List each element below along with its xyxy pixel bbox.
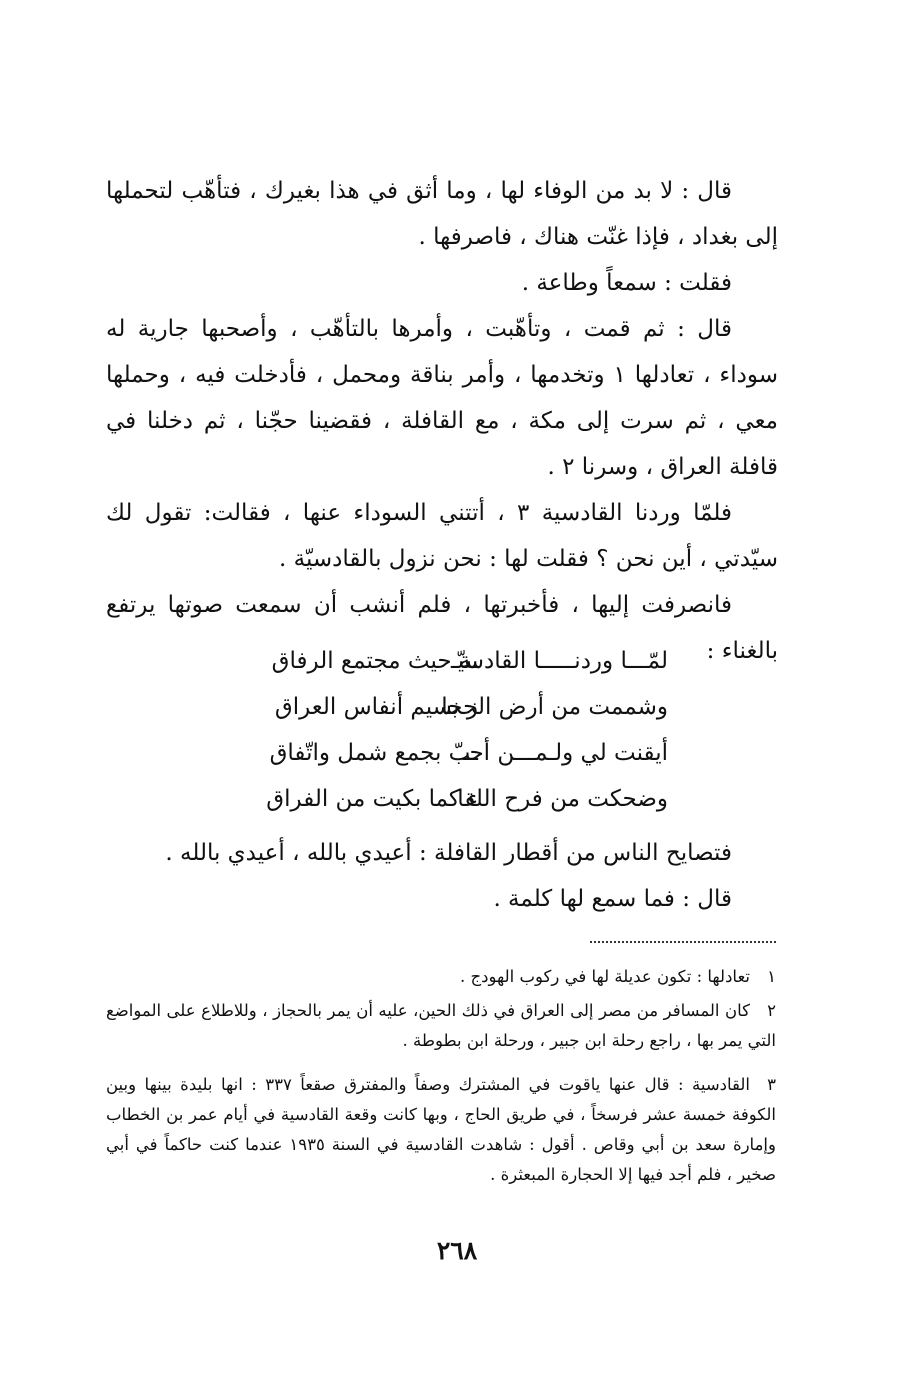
verse-3-second-hemistich: ـبّ بجمع شمل واتّفاق	[269, 740, 478, 766]
paragraph-4: فلمّا وردنا القادسية ٣ ، أتتني السوداء عنها ، فقالت: تقول لك سيّدتي ، أين نحن ؟ فقلت لها : نحن نزول بالقادسيّة .	[106, 500, 778, 572]
footnote-3-number: ٣	[767, 1075, 777, 1094]
paragraph-7: قال : فما سمع لها كلمة .	[493, 886, 732, 912]
footnote-3	[106, 1070, 776, 1190]
paragraph-5: فانصرفت إليها ، فأخبرتها ، فلم أنشب أن سمعت صوتها يرتفع بالغناء :	[106, 592, 778, 664]
paragraph-6: فتصايح الناس من أقطار القافلة : أعيدي بالله ، أعيدي بالله .	[165, 840, 732, 866]
paragraph-2: فقلت : سمعاً وطاعة .	[521, 270, 732, 296]
verse-3-first-hemistich: أيقنت لي ولـمـــن أحـ	[462, 740, 668, 766]
verse-1-first-hemistich: لمّـــا وردنـــــا القادسيّـ	[451, 648, 668, 674]
paragraph-3: قال : ثم قمت ، وتأهّبت ، وأمرها بالتأهّب ، وأصحبها جارية له سوداء ، تعادلها ١ وتخدمها ، وأمر بناقة ومحمل ، فأدخلت فيه ، وحملها معي ، ثم سرت إلى مكة ، مع القافلة ، فقضينا حجّنا ، ثم دخلنا في قافلة العراق ، وسرنا ٢ .	[106, 316, 778, 480]
verse-2-second-hemistich: ز نسيم أنفاس العراق	[274, 694, 478, 720]
paragraph-1: قال : لا بد من الوفاء لها ، وما أثق في هذا بغيرك ، فتأهّب لتحملها إلى بغداد ، فإذا غنّت هناك ، فاصرفها .	[106, 178, 778, 250]
footnote-2	[106, 996, 776, 1056]
verse-4-second-hemistich: ء كما بكيت من الفراق	[266, 786, 478, 812]
verse-4-first-hemistich: وضحكت من فرح اللقا	[457, 786, 668, 812]
footnote-1-number: ١	[767, 967, 776, 986]
page-number: ٢٦٨	[436, 1236, 478, 1265]
footnote-separator	[590, 941, 776, 943]
footnote-2-number: ٢	[767, 1001, 776, 1020]
footnote-1-text: تعادلها : تكون عديلة لها في ركوب الهودج .	[459, 967, 750, 986]
footnote-1	[106, 962, 776, 992]
footnote-3-text: القادسية : قال عنها ياقوت في المشترك وصفاً والمفترق صقعاً ٣٣٧ : انها بليدة بينها وبين الكوفة خمسة عشر فرسخاً ، في طريق الحاج ، وبها كانت وقعة القادسية في أيام عمر بن الخطاب وإمارة سعد بن أبي وقاص . أقول : شاهدت القادسية في السنة ١٩٣٥ عندما كنت حاكماً في أبي صخير ، فلم أجد فيها إلا الحجارة المبعثرة .	[106, 1075, 776, 1184]
footnote-2-text: كان المسافر من مصر إلى العراق في ذلك الحين، عليه أن يمر بالحجاز ، وللاطلاع على المواضع التي يمر بها ، راجع رحلة ابن جبير ، ورحلة ابن بطوطة .	[106, 1001, 776, 1050]
verse-1-second-hemistich: ـة حيث مجتمع الرفاق	[271, 648, 478, 674]
verse-2-first-hemistich: وشممت من أرض الحجا	[441, 694, 668, 720]
